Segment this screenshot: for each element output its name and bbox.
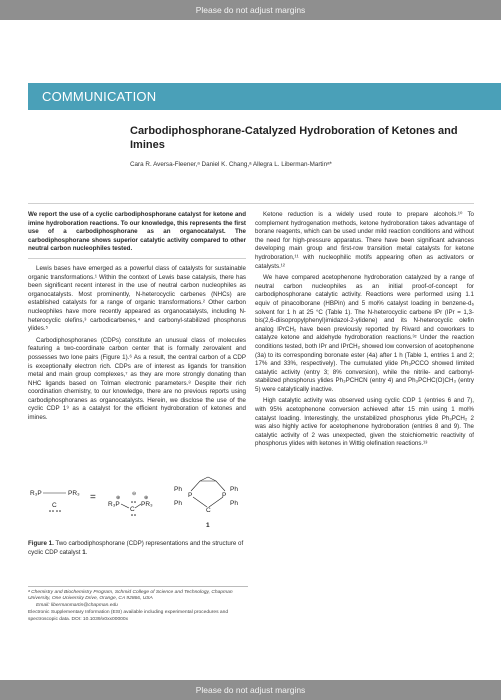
bottom-margin-notice: Please do not adjust margins (0, 680, 501, 700)
top-margin-notice: Please do not adjust margins (0, 0, 501, 20)
abstract-divider (28, 258, 246, 259)
scheme-plus-left: ⊕ (116, 495, 121, 501)
caption-period: . (85, 548, 88, 556)
figure-1-caption (28, 540, 246, 557)
article-type-banner: COMMUNICATION (28, 83, 501, 110)
article-title: Carbodiphosphorane-Catalyzed Hydroboration of Ketones and Imines (130, 125, 458, 151)
scheme-mid-p2: PR₃ (141, 501, 153, 508)
abstract: We report the use of a cyclic carbodiphosphorane catalyst for ketone and imine hydroboration reactions. To our knowledge, this represents the first use of a carbodiphosphorane as an organocatalyst. The carbodiphosphorane shows superior catalytic activity compared to other neutral carbon nucleophiles tested. (28, 211, 246, 253)
esi-note: Electronic Supplementary Information (ESI) available including experimental procedures and spectroscopic data. DOI: 10.1039/x0xx00000x (28, 610, 229, 622)
footnotes (28, 590, 248, 624)
scheme-left-p2: PR₃ (68, 490, 80, 497)
scheme-minus: ⊖ (132, 491, 137, 497)
header-divider (28, 203, 474, 204)
scheme-equals: = (90, 492, 96, 503)
caption-label: Figure 1. (28, 540, 54, 547)
body-paragraph: Lewis bases have emerged as a powerful class of catalysts for sustainable organic transformations.¹ Within the context of Lewis base catalysis, there has been significant recent interest in the use of neutral carbon nucleophiles as organocatalysts. Most prominently, N-heterocyclic carbenes (NHCs) are established catalysts for a range of organic transformations.² Other carbon nucleophiles have more recently appeared as organocatalysts, including N-heterocyclic olefins,³ carbodicarbenes,⁴ and carbonyl-stabilized phosphorus ylides.⁵ (28, 264, 246, 333)
right-column (255, 211, 474, 452)
scheme-ph-4: Ph (230, 500, 238, 507)
scheme-ring-c: C (206, 507, 211, 514)
body-paragraph: We have compared acetophenone hydroboration catalyzed by a range of neutral carbon nucleophiles as an initial proof-of-concept for carbodiphosphorane catalytic activity. Reactions were performed using 1.1 equiv of pinacolborane (HBPin) and 5 mol% catalyst loading in benzene-d₆ solvent for 1 h at 25 °C (Table 1). The N-heterocyclic carbene IPr (IPr = 1,3-bis(2,6-diisopropylphenyl)imidazol-2-ylidene) and its N-heterocyclic olefin analog IPrCH₂ have been previously reported by Rivard and coworkers to catalyze ketone and aldehyde hydroboration reactions.³ᶜ Under the reaction conditions tested, both IPr and IPrCH₂ showed low conversion of acetophenone (3a) to its corresponding boronate ester (4a) after 1 h (Table 1, entries 1 and 2; 17% and 33%, respectively). The cumulated ylide Ph₃PCCO showed limited catalytic activity (entry 3; 8% conversion), while the nitrile- and carbonyl-stabilized phosphorus ylides Ph₃PCHCN (entry 4) and Ph₃PCHC(O)CH₃ (entry 5) were catalytically inactive. (255, 274, 474, 393)
scheme-ring-p1: P (188, 492, 193, 499)
scheme-ph-2: Ph (174, 500, 182, 507)
caption-text: Two carbodiphosphorane (CDP) representations and the structure of cyclic CDP catalyst (28, 540, 244, 556)
scheme-compound-number: 1 (206, 522, 210, 529)
scheme-ring-p2: P (222, 492, 227, 499)
scheme-ph-3: Ph (230, 486, 238, 493)
affiliation-note: ᵃ Chemistry and Biochemistry Program, Schmid College of Science and Technology, Chapman University, One University Drive, Orange, CA 92866, USA (28, 590, 233, 602)
left-column (28, 211, 246, 426)
scheme-left-c: C (52, 502, 57, 509)
body-paragraph: High catalytic activity was observed using cyclic CDP 1 (entries 6 and 7), with 95% acetophenone conversion achieved after 15 min using 1 mol% catalyst loading. Interestingly, the unstabilized phosphorus ylide Ph₃PCH₂ 2 was also highly active for acetophenone hydroboration (entries 8 and 9). The catalytic activity of 2 was unexpected, given the stoichiometric reactivity of phosphorus ylides with ketones in Wittig olefination reactions.¹³ (255, 397, 474, 448)
figure-1-scheme (28, 475, 246, 535)
body-paragraph: Ketone reduction is a widely used route to prepare alcohols.¹⁰ To complement hydrogenation methods, ketone hydroboration takes advantage of borane reagents, which can be used under mild reaction conditions and without the need for high-pressure apparatus. There have been significant advances developing main group and first-row transition metal catalysts for ketone hydroboration,¹¹ with nucleophilic motifs appearing often as activators or catalysts.¹² (255, 211, 474, 270)
caption-compound: 1 (82, 548, 86, 556)
footnote-divider (28, 586, 248, 587)
scheme-ph-1: Ph (174, 486, 182, 493)
body-paragraph: Carbodiphosphoranes (CDPs) constitute an unusual class of molecules featuring a two-coordinate carbon center that is formally zerovalent and possesses two lone pairs (Figure 1).⁶ As a result, the central carbon of a CDP is exceptionally electron rich. CDPs are of interest as ligands for transition metal and main group complexes,⁷ as they are more strongly donating than NHC ligands based on Tolman electronic parameters.⁸ Despite their rich coordination chemistry, to our knowledge, there are no previous reports using carbodiphosphoranes as organocatalysts. Herein, we disclose the use of the cyclic CDP 1⁹ as a catalyst for the efficient hydroboration of ketones and imines. (28, 336, 246, 422)
email-note: Email: libermanmartin@chapman.edu (36, 603, 118, 609)
scheme-plus-right: ⊕ (144, 495, 149, 501)
scheme-mid-p1: R₃P (108, 501, 120, 508)
scheme-mid-c: C (130, 506, 135, 513)
scheme-left-p1: R₃P (30, 490, 42, 497)
author-list: Cara R. Aversa-Fleener,ᵃ Daniel K. Chang,ᵃ Allegra L. Liberman-Martinᵃ* (130, 161, 332, 168)
